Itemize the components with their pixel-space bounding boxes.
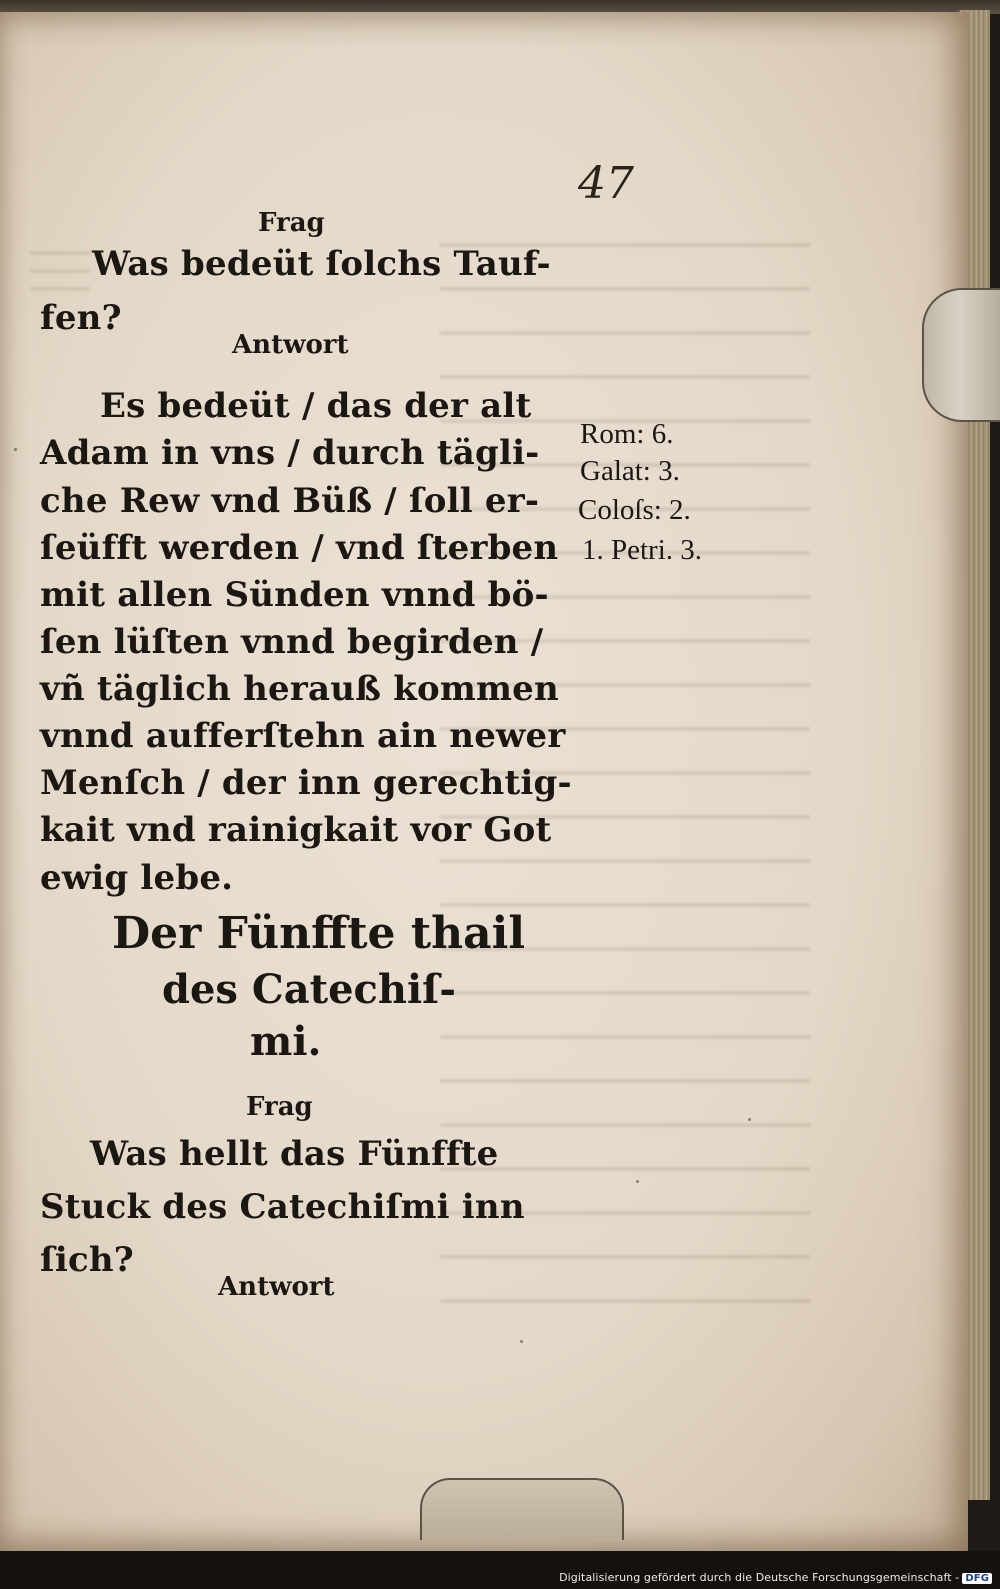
- dfg-logo: DFG: [962, 1573, 992, 1584]
- footer-bar: [0, 1551, 1000, 1589]
- answer-line: ſen lüſten vnnd begirden /: [40, 622, 544, 662]
- question-line: Was bedeüt ſolchs Tauf-: [92, 244, 551, 284]
- digitization-credit: [559, 1571, 992, 1584]
- bleed-through-text-left: [30, 237, 90, 297]
- answer-line: Es bedeüt / das der alt: [100, 386, 532, 426]
- answer-line: mit allen Sünden vnnd bö-: [40, 575, 549, 615]
- section-title-line: des Catechiſ-: [162, 966, 456, 1013]
- question-line: ſich?: [40, 1240, 134, 1280]
- question-line: Was hellt das Fünffte: [90, 1134, 499, 1174]
- question-line: fen?: [40, 298, 122, 338]
- margin-reference: Rom: 6.: [580, 418, 674, 450]
- question-label: Frag: [258, 208, 325, 238]
- margin-reference: 1. Petri. 3.: [582, 534, 703, 566]
- margin-reference: Coloſs: 2.: [578, 494, 691, 526]
- credit-text: Digitalisierung gefördert durch die Deutsche Forschungsgemeinschaft -: [559, 1571, 960, 1584]
- answer-line: vnnd aufferſtehn ain newer: [40, 716, 566, 756]
- question-line: Stuck des Catechiſmi inn: [40, 1187, 525, 1227]
- answer-line: che Rew vnd Büß / ſoll er-: [40, 481, 540, 521]
- answer-line: ſeüfft werden / vnd ſterben: [40, 528, 559, 568]
- section-title-line: mi.: [250, 1018, 322, 1065]
- answer-line: vñ täglich herauß kommen: [40, 669, 559, 709]
- page-tab-marker: [922, 288, 1000, 422]
- answer-line: ewig lebe.: [40, 858, 234, 898]
- question-label: Frag: [246, 1092, 313, 1122]
- page-number: 47: [578, 158, 634, 209]
- answer-label: Antwort: [232, 330, 349, 360]
- answer-line: kait vnd rainigkait vor Got: [40, 810, 552, 850]
- answer-line: Menſch / der inn gerechtig-: [40, 763, 572, 803]
- answer-label: Antwort: [218, 1272, 335, 1302]
- margin-reference: Galat: 3.: [580, 455, 680, 487]
- bottom-tab-marker: [420, 1478, 624, 1540]
- answer-line: Adam in vns / durch tägli-: [40, 433, 540, 473]
- section-title: Der Fünffte thail: [112, 908, 526, 959]
